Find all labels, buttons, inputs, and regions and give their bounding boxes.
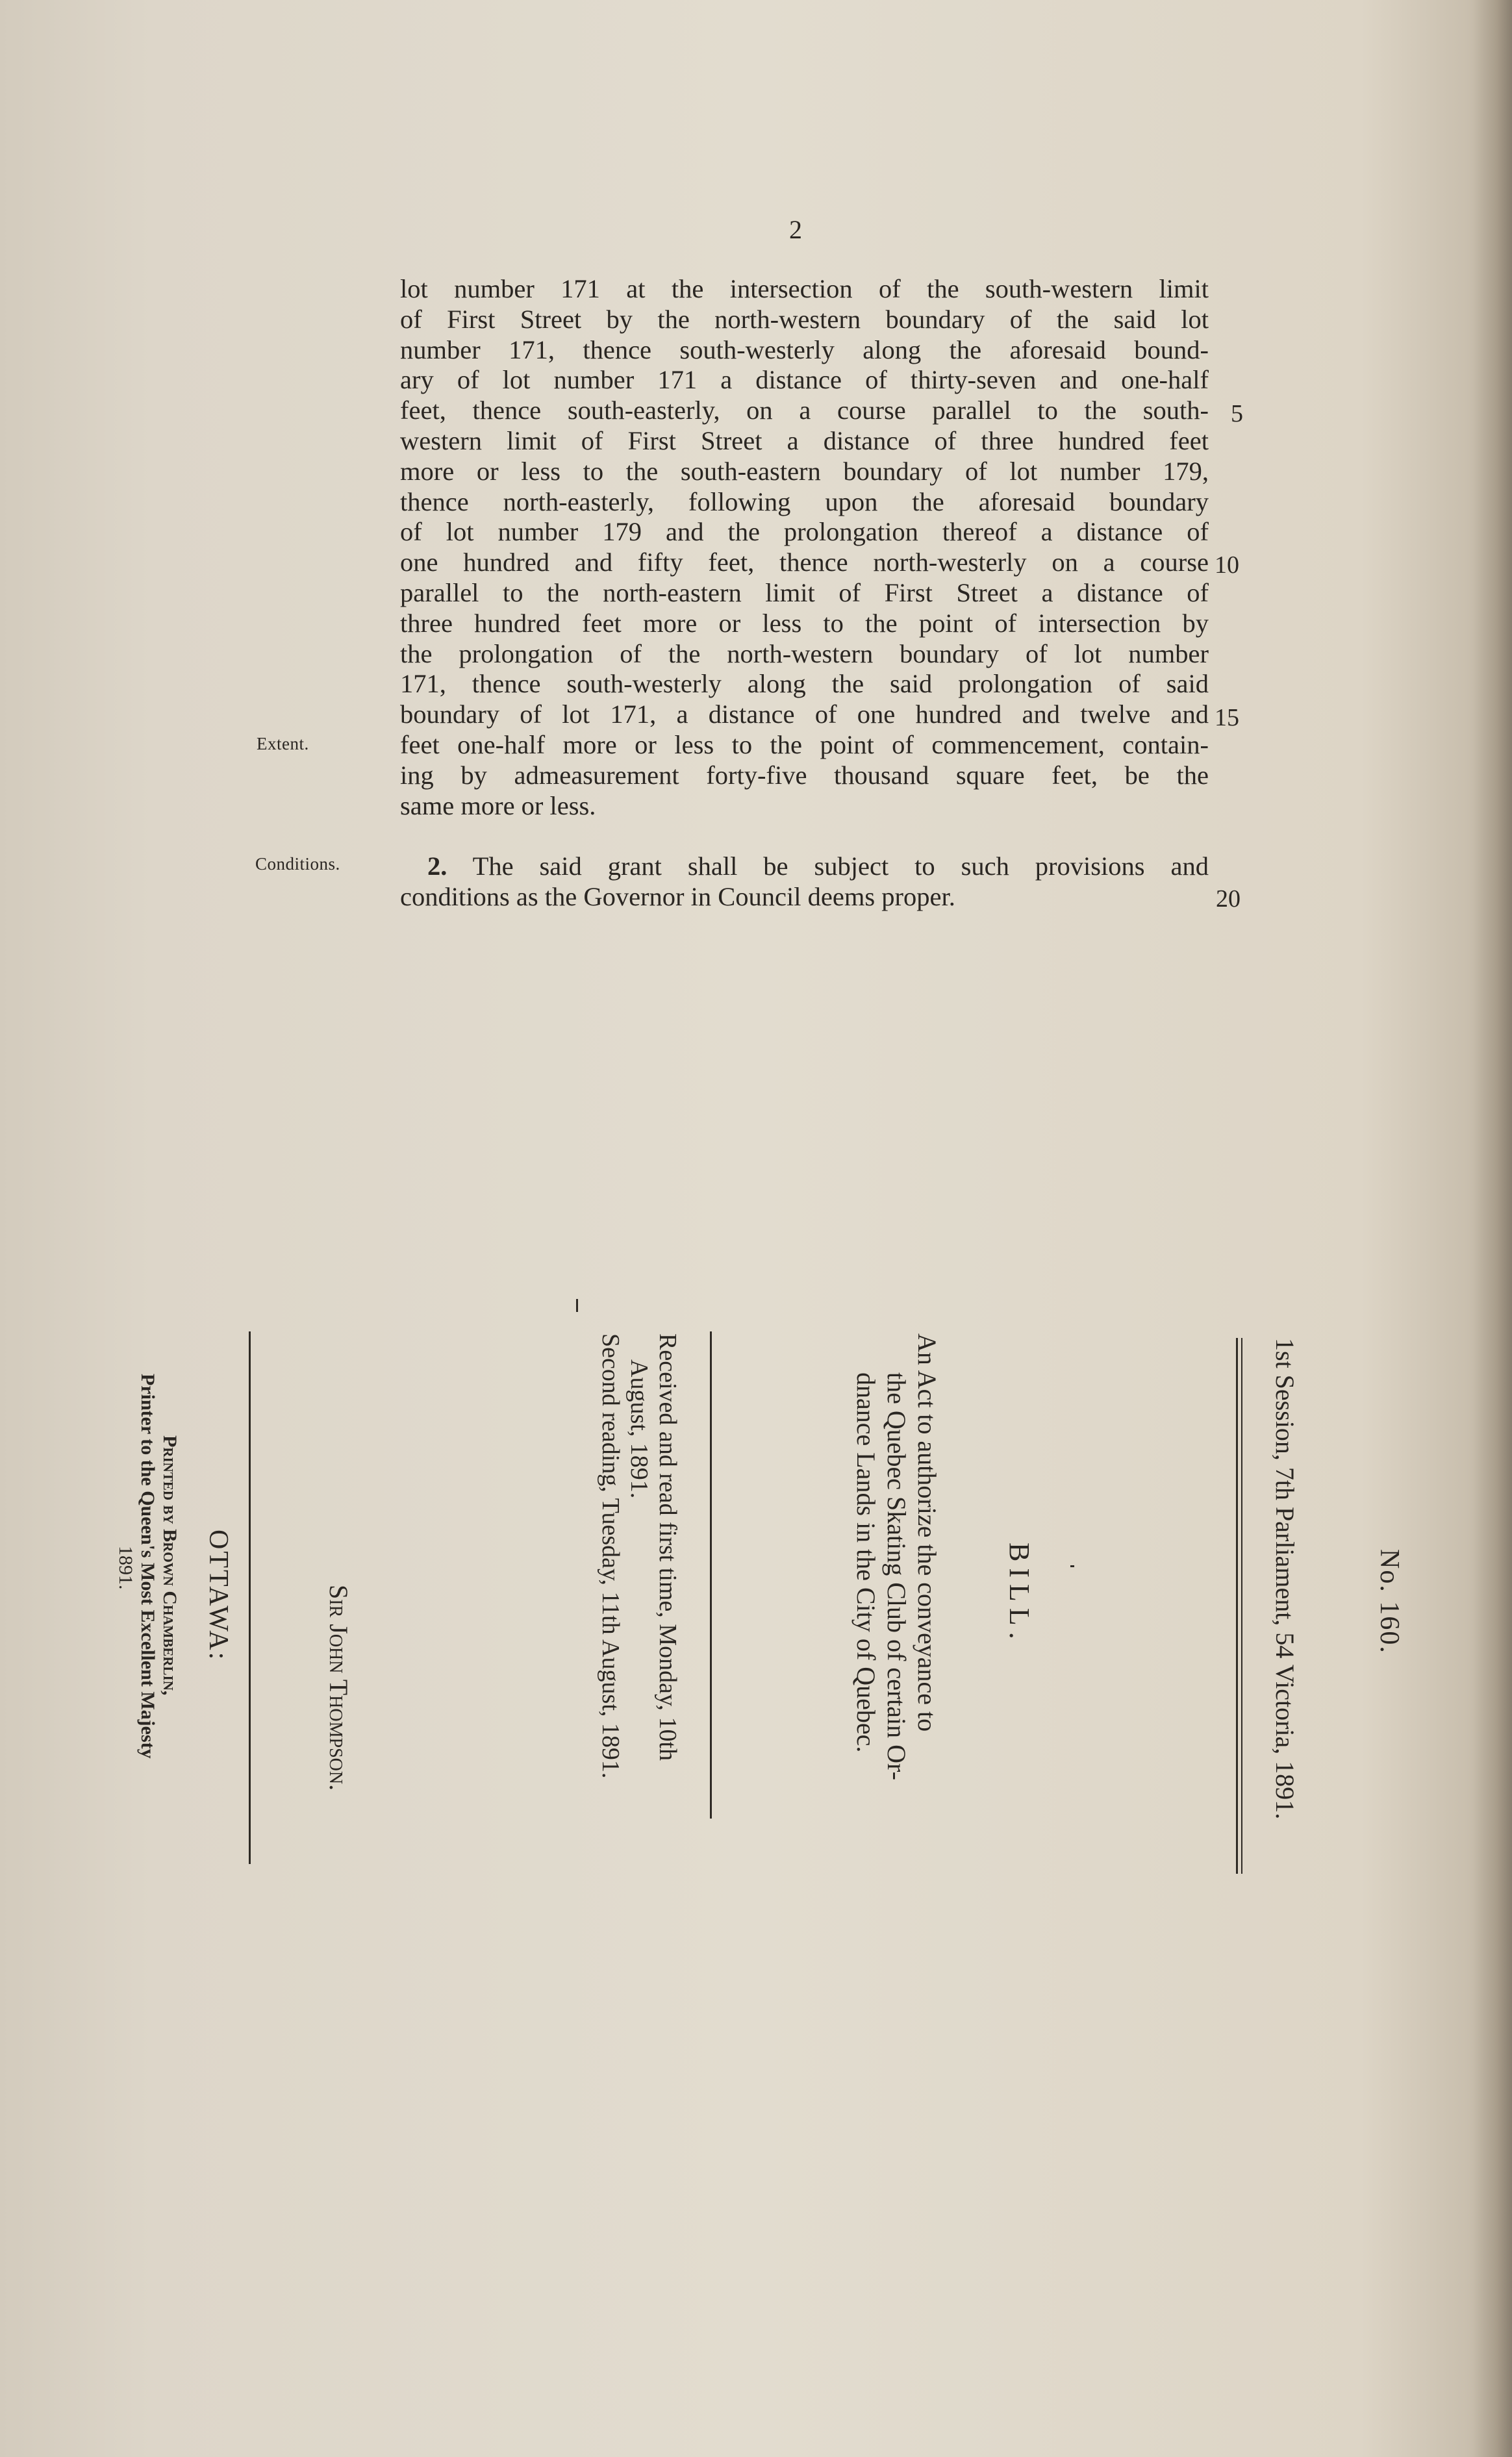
bill-label: BILL. bbox=[1003, 1543, 1035, 1646]
line-number-20: 20 bbox=[1216, 885, 1241, 913]
body-line: feet, thence south-easterly, on a course parallel to the south- bbox=[400, 396, 1209, 425]
body-line: the prolongation of the north-western boundary of lot number bbox=[400, 638, 1209, 668]
body-line: one hundred and fifty feet, thence north-westerly on a course bbox=[400, 548, 1209, 577]
body-line: parallel to the north-eastern limit of First Street a distance of bbox=[400, 577, 1209, 607]
line-number-15: 15 bbox=[1215, 704, 1239, 731]
margin-note-conditions: Conditions. bbox=[255, 854, 340, 874]
body-line: 171, thence south-westerly along the said prolongation of said bbox=[400, 669, 1209, 699]
line-number-10: 10 bbox=[1215, 551, 1239, 579]
body-paragraph bbox=[400, 274, 1209, 821]
rule-vertical bbox=[249, 1331, 251, 1864]
reading-line: Received and read first time, Monday, 10th bbox=[654, 1333, 681, 1761]
reading-line: August, 1891. bbox=[625, 1359, 653, 1499]
rule-vertical bbox=[1236, 1338, 1238, 1874]
session-line: 1st Session, 7th Parliament, 54 Victoria, 1891. bbox=[1270, 1338, 1300, 1820]
section-2-text: The said grant shall be subject to such provisions and bbox=[472, 851, 1209, 881]
body-line: thence north-easterly, following upon the aforesaid boundary bbox=[400, 486, 1209, 516]
line-number-5: 5 bbox=[1231, 400, 1243, 427]
sponsor-name: Sir John Thompson. bbox=[324, 1585, 353, 1791]
body-line: lot number 171 at the intersection of the south-western limit bbox=[400, 274, 1209, 303]
printer-line: Printed by Brown Chamberlin, bbox=[159, 1435, 181, 1696]
reading-record bbox=[596, 1333, 682, 1778]
printer-imprint bbox=[114, 1374, 181, 1759]
body-line: ary of lot number 171 a distance of thirty-seven and one-half bbox=[400, 365, 1209, 395]
body-line: same more or less. bbox=[400, 790, 596, 820]
section-2-line: conditions as the Governor in Council deems proper. bbox=[400, 882, 955, 911]
body-line: feet one-half more or less to the point of commencement, contain- bbox=[400, 729, 1209, 759]
body-line: number 171, thence south-westerly along the aforesaid bound- bbox=[400, 334, 1209, 364]
body-line: three hundred feet more or less to the point of intersection by bbox=[400, 608, 1209, 638]
bill-title-line: the Quebec Skating Club of certain Or- bbox=[882, 1372, 911, 1780]
rule-vertical bbox=[710, 1331, 712, 1819]
dash-mark bbox=[1070, 1565, 1074, 1567]
rule-vertical bbox=[1241, 1338, 1242, 1874]
printer-year: 1891. bbox=[115, 1546, 136, 1590]
printer-line: Printer to the Queen's Most Excellent Majesty bbox=[137, 1374, 158, 1759]
bill-title-line: dnance Lands in the City of Quebec. bbox=[851, 1372, 881, 1753]
body-line: ing by admeasurement forty-five thousand square feet, be the bbox=[400, 760, 1209, 790]
body-line: of lot number 179 and the prolongation thereof a distance of bbox=[400, 517, 1209, 547]
body-line: boundary of lot 171, a distance of one hundred and twelve and bbox=[400, 699, 1209, 729]
reading-line: Second reading, Tuesday, 11th August, 1891. bbox=[597, 1333, 624, 1779]
page-number: 2 bbox=[789, 215, 802, 244]
body-line: western limit of First Street a distance of three hundred feet bbox=[400, 425, 1209, 455]
section-number: 2. bbox=[427, 851, 447, 881]
bill-title-line: An Act to authorize the conveyance to bbox=[913, 1333, 942, 1732]
body-line: of First Street by the north-western boundary of the said lot bbox=[400, 304, 1209, 334]
bill-number: No. 160. bbox=[1374, 1549, 1404, 1654]
section-2-line bbox=[400, 851, 1209, 881]
bill-title bbox=[851, 1333, 942, 1780]
margin-note-extent: Extent. bbox=[257, 734, 309, 753]
place-name: OTTAWA: bbox=[203, 1530, 233, 1662]
section-2 bbox=[400, 851, 1209, 912]
paper-edge-shadow bbox=[1473, 0, 1512, 2457]
tick-mark bbox=[576, 1299, 578, 1312]
body-line: more or less to the south-eastern boundary of lot number 179, bbox=[400, 456, 1209, 486]
